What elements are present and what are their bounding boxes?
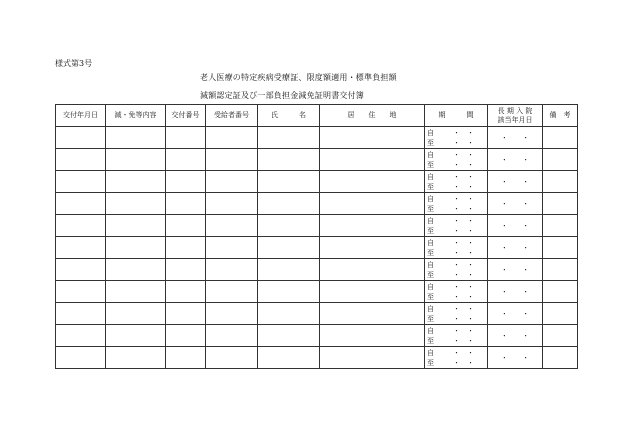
period-from-dot: ・ [453, 216, 460, 225]
table-row [56, 215, 578, 237]
period-from-dot: ・ [467, 260, 474, 269]
period-from-label: 自 [427, 260, 434, 269]
cell-long-stay-date[interactable] [488, 325, 543, 347]
cell-remarks[interactable] [543, 193, 578, 215]
header-long-stay-line-2: 該当年月日 [497, 115, 533, 124]
table-row [56, 347, 578, 369]
long-stay-date-dots: ・ ・ [500, 331, 536, 340]
period-from-dot: ・ [453, 194, 460, 203]
cell-long-stay-date[interactable] [488, 259, 543, 281]
cell-name[interactable] [258, 215, 320, 237]
period-to-dot: ・ [453, 226, 460, 235]
cell-remarks[interactable] [543, 325, 578, 347]
period-from-label: 自 [427, 282, 434, 291]
cell-issue-date[interactable] [56, 171, 106, 193]
period-to-line [425, 358, 487, 368]
period-from-dot: ・ [453, 128, 460, 137]
cell-period[interactable] [425, 281, 488, 303]
cell-address[interactable] [320, 303, 425, 325]
period-to-dot: ・ [453, 248, 460, 257]
cell-long-stay-date[interactable] [488, 281, 543, 303]
cell-period[interactable] [425, 347, 488, 369]
period-to-line [425, 226, 487, 236]
header-address: 居 住 地 [320, 105, 425, 127]
period-from-dot: ・ [453, 326, 460, 335]
header-long-stay-line-1: 長 期 入 院 [497, 106, 533, 115]
period-to-dot: ・ [467, 160, 474, 169]
period-from-line [425, 172, 487, 182]
period-from-dot: ・ [467, 238, 474, 247]
period-to-dot: ・ [467, 314, 474, 323]
period-from-dot: ・ [453, 238, 460, 247]
period-from-label: 自 [427, 304, 434, 313]
period-from-line [425, 216, 487, 226]
period-to-dot: ・ [467, 270, 474, 279]
period-to-dot: ・ [453, 314, 460, 323]
cell-address[interactable] [320, 127, 425, 149]
period-from-dot: ・ [467, 348, 474, 357]
cell-issue-date[interactable] [56, 281, 106, 303]
cell-recipient-number[interactable] [206, 259, 258, 281]
period-to-line [425, 138, 487, 148]
cell-reduction-content[interactable] [106, 347, 166, 369]
period-to-label: 至 [427, 248, 434, 257]
form-title-line-2: 減額認定証及び一部負担金減免証明書交付簿 [200, 91, 364, 100]
header-issue-number: 交付番号 [166, 105, 206, 127]
cell-remarks[interactable] [543, 303, 578, 325]
table-row [56, 237, 578, 259]
cell-reduction-content[interactable] [106, 325, 166, 347]
cell-recipient-number[interactable] [206, 127, 258, 149]
period-from-line [425, 304, 487, 314]
period-to-line [425, 314, 487, 324]
cell-issue-number[interactable] [166, 237, 206, 259]
header-long-stay [488, 105, 543, 127]
cell-remarks[interactable] [543, 127, 578, 149]
period-from-label: 自 [427, 326, 434, 335]
period-to-dot: ・ [453, 138, 460, 147]
cell-name[interactable] [258, 171, 320, 193]
cell-issue-date[interactable] [56, 303, 106, 325]
period-to-dot: ・ [453, 336, 460, 345]
period-to-line [425, 336, 487, 346]
cell-address[interactable] [320, 215, 425, 237]
period-from-line [425, 260, 487, 270]
period-from-dot: ・ [467, 304, 474, 313]
long-stay-date-dots: ・ ・ [500, 243, 536, 252]
cell-name[interactable] [258, 347, 320, 369]
cell-remarks[interactable] [543, 171, 578, 193]
cell-period[interactable] [425, 215, 488, 237]
cell-name[interactable] [258, 127, 320, 149]
period-from-line [425, 238, 487, 248]
period-from-label: 自 [427, 348, 434, 357]
cell-issue-date[interactable] [56, 325, 106, 347]
register-table [55, 104, 578, 369]
cell-long-stay-date[interactable] [488, 215, 543, 237]
period-from-dot: ・ [453, 172, 460, 181]
cell-issue-date[interactable] [56, 237, 106, 259]
cell-issue-date[interactable] [56, 193, 106, 215]
cell-reduction-content[interactable] [106, 237, 166, 259]
cell-issue-number[interactable] [166, 347, 206, 369]
cell-name[interactable] [258, 303, 320, 325]
period-from-label: 自 [427, 238, 434, 247]
cell-period[interactable] [425, 303, 488, 325]
period-to-line [425, 270, 487, 280]
long-stay-date-dots: ・ ・ [500, 287, 536, 296]
period-from-dot: ・ [467, 172, 474, 181]
period-to-line [425, 204, 487, 214]
period-from-line [425, 282, 487, 292]
cell-long-stay-date[interactable] [488, 237, 543, 259]
cell-address[interactable] [320, 171, 425, 193]
cell-period[interactable] [425, 193, 488, 215]
period-to-dot: ・ [467, 292, 474, 301]
period-to-label: 至 [427, 336, 434, 345]
period-from-label: 自 [427, 128, 434, 137]
cell-issue-date[interactable] [56, 347, 106, 369]
period-from-label: 自 [427, 172, 434, 181]
cell-name[interactable] [258, 325, 320, 347]
cell-name[interactable] [258, 237, 320, 259]
cell-recipient-number[interactable] [206, 325, 258, 347]
cell-address[interactable] [320, 281, 425, 303]
long-stay-date-dots: ・ ・ [500, 265, 536, 274]
period-to-dot: ・ [467, 204, 474, 213]
cell-issue-number[interactable] [166, 281, 206, 303]
period-to-dot: ・ [453, 160, 460, 169]
cell-reduction-content[interactable] [106, 281, 166, 303]
cell-long-stay-date[interactable] [488, 171, 543, 193]
cell-recipient-number[interactable] [206, 149, 258, 171]
cell-issue-number[interactable] [166, 193, 206, 215]
cell-remarks[interactable] [543, 347, 578, 369]
period-from-line [425, 128, 487, 138]
cell-issue-date[interactable] [56, 215, 106, 237]
period-to-dot: ・ [467, 336, 474, 345]
long-stay-date-dots: ・ ・ [500, 199, 536, 208]
period-to-label: 至 [427, 182, 434, 191]
cell-reduction-content[interactable] [106, 303, 166, 325]
cell-address[interactable] [320, 325, 425, 347]
period-from-label: 自 [427, 194, 434, 203]
cell-period[interactable] [425, 325, 488, 347]
cell-issue-number[interactable] [166, 149, 206, 171]
cell-name[interactable] [258, 193, 320, 215]
cell-address[interactable] [320, 237, 425, 259]
cell-recipient-number[interactable] [206, 171, 258, 193]
period-to-label: 至 [427, 160, 434, 169]
table-row [56, 325, 578, 347]
cell-issue-date[interactable] [56, 259, 106, 281]
table-row [56, 127, 578, 149]
period-to-dot: ・ [453, 292, 460, 301]
long-stay-date-dots: ・ ・ [500, 177, 536, 186]
cell-name[interactable] [258, 281, 320, 303]
cell-period[interactable] [425, 171, 488, 193]
period-to-label: 至 [427, 314, 434, 323]
cell-recipient-number[interactable] [206, 215, 258, 237]
cell-remarks[interactable] [543, 215, 578, 237]
cell-issue-date[interactable] [56, 149, 106, 171]
period-to-label: 至 [427, 292, 434, 301]
table-row [56, 193, 578, 215]
table-row [56, 259, 578, 281]
header-recipient-number: 受給者番号 [206, 105, 258, 127]
cell-issue-number[interactable] [166, 215, 206, 237]
period-to-dot: ・ [467, 248, 474, 257]
period-from-line [425, 326, 487, 336]
header-remarks: 備 考 [543, 105, 578, 127]
cell-address[interactable] [320, 347, 425, 369]
cell-recipient-number[interactable] [206, 347, 258, 369]
header-period: 期 間 [425, 105, 488, 127]
table-row [56, 281, 578, 303]
period-to-dot: ・ [467, 138, 474, 147]
period-from-line [425, 348, 487, 358]
period-from-dot: ・ [453, 304, 460, 313]
table-header-row [56, 105, 578, 127]
period-from-dot: ・ [467, 128, 474, 137]
period-to-dot: ・ [453, 270, 460, 279]
period-to-line [425, 160, 487, 170]
cell-recipient-number[interactable] [206, 237, 258, 259]
period-from-dot: ・ [467, 150, 474, 159]
cell-issue-number[interactable] [166, 171, 206, 193]
cell-reduction-content[interactable] [106, 215, 166, 237]
period-to-label: 至 [427, 138, 434, 147]
cell-remarks[interactable] [543, 149, 578, 171]
period-from-line [425, 194, 487, 204]
cell-recipient-number[interactable] [206, 303, 258, 325]
period-from-dot: ・ [453, 348, 460, 357]
period-to-line [425, 248, 487, 258]
period-from-dot: ・ [467, 216, 474, 225]
cell-issue-number[interactable] [166, 127, 206, 149]
period-from-label: 自 [427, 216, 434, 225]
cell-long-stay-date[interactable] [488, 193, 543, 215]
period-to-label: 至 [427, 358, 434, 367]
period-to-label: 至 [427, 204, 434, 213]
cell-period[interactable] [425, 127, 488, 149]
cell-issue-date[interactable] [56, 127, 106, 149]
cell-remarks[interactable] [543, 259, 578, 281]
cell-period[interactable] [425, 149, 488, 171]
header-name: 氏 名 [258, 105, 320, 127]
cell-period[interactable] [425, 237, 488, 259]
long-stay-date-dots: ・ ・ [500, 221, 536, 230]
cell-long-stay-date[interactable] [488, 347, 543, 369]
cell-long-stay-date[interactable] [488, 303, 543, 325]
cell-address[interactable] [320, 259, 425, 281]
cell-remarks[interactable] [543, 237, 578, 259]
long-stay-date-dots: ・ ・ [500, 309, 536, 318]
cell-issue-number[interactable] [166, 303, 206, 325]
cell-name[interactable] [258, 259, 320, 281]
period-to-dot: ・ [467, 358, 474, 367]
cell-reduction-content[interactable] [106, 149, 166, 171]
header-reduction-content: 減・免等内容 [106, 105, 166, 127]
cell-long-stay-date[interactable] [488, 149, 543, 171]
table-row [56, 303, 578, 325]
form-id: 様式第3号 [55, 59, 93, 68]
period-to-label: 至 [427, 226, 434, 235]
period-to-line [425, 182, 487, 192]
cell-name[interactable] [258, 149, 320, 171]
long-stay-date-dots: ・ ・ [500, 155, 536, 164]
period-from-dot: ・ [453, 150, 460, 159]
register-body [56, 127, 578, 369]
cell-long-stay-date[interactable] [488, 127, 543, 149]
cell-remarks[interactable] [543, 281, 578, 303]
cell-issue-number[interactable] [166, 325, 206, 347]
cell-reduction-content[interactable] [106, 193, 166, 215]
period-to-dot: ・ [467, 182, 474, 191]
long-stay-date-dots: ・ ・ [500, 133, 536, 142]
period-to-dot: ・ [467, 226, 474, 235]
cell-recipient-number[interactable] [206, 281, 258, 303]
cell-reduction-content[interactable] [106, 127, 166, 149]
period-from-line [425, 150, 487, 160]
cell-period[interactable] [425, 259, 488, 281]
form-title-line-1: 老人医療の特定疾病受療証、限度額適用・標準負担額 [200, 73, 397, 82]
cell-issue-number[interactable] [166, 259, 206, 281]
cell-reduction-content[interactable] [106, 171, 166, 193]
cell-reduction-content[interactable] [106, 259, 166, 281]
period-from-dot: ・ [453, 260, 460, 269]
period-from-label: 自 [427, 150, 434, 159]
cell-address[interactable] [320, 193, 425, 215]
cell-recipient-number[interactable] [206, 193, 258, 215]
period-from-dot: ・ [453, 282, 460, 291]
period-from-dot: ・ [467, 326, 474, 335]
period-from-dot: ・ [467, 282, 474, 291]
table-row [56, 171, 578, 193]
header-issue-date: 交付年月日 [56, 105, 106, 127]
period-to-dot: ・ [453, 358, 460, 367]
period-to-label: 至 [427, 270, 434, 279]
period-to-dot: ・ [453, 204, 460, 213]
period-to-dot: ・ [453, 182, 460, 191]
table-row [56, 149, 578, 171]
period-from-dot: ・ [467, 194, 474, 203]
period-to-line [425, 292, 487, 302]
long-stay-date-dots: ・ ・ [500, 353, 536, 362]
cell-address[interactable] [320, 149, 425, 171]
